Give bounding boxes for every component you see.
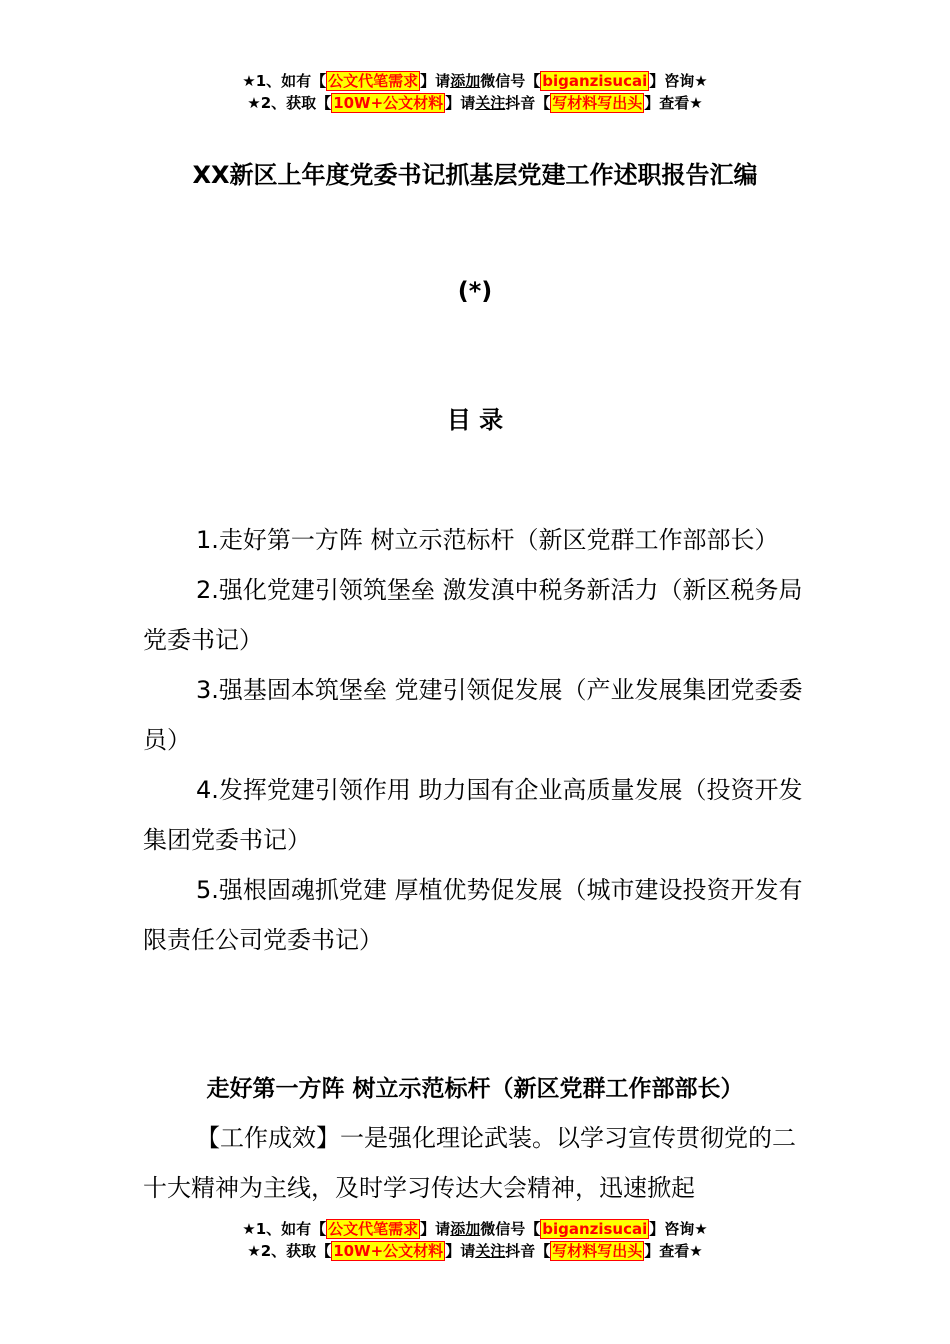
- promo-highlight: 公文代笔需求: [328, 72, 419, 90]
- promo-text: 】请: [445, 94, 476, 112]
- promo-line-1: [0, 1218, 950, 1240]
- toc-item-2: 2.强化党建引领筑堡垒 激发滇中税务新活力（新区税务局党委书记）: [143, 576, 803, 654]
- promo-highlight: 写材料写出头: [552, 1242, 643, 1260]
- toc-item-1: 1.走好第一方阵 树立示范标杆（新区党群工作部部长）: [196, 526, 779, 554]
- promo-text: 微信号【: [480, 72, 541, 90]
- promo-text: ★1、如有【: [242, 72, 327, 90]
- promo-header: [0, 70, 950, 114]
- promo-line-2: [0, 1240, 950, 1262]
- toc-item-3: 3.强基固本筑堡垒 党建引领促发展（产业发展集团党委委员）: [143, 676, 803, 754]
- promo-line-2: [0, 92, 950, 114]
- promo-text: ★2、获取【: [247, 1242, 332, 1260]
- promo-footer: [0, 1218, 950, 1262]
- section-paragraph: 【工作成效】一是强化理论武装。以学习宣传贯彻党的二十大精神为主线，及时学习传达大会精神，迅速掀起: [143, 1124, 796, 1202]
- section-body: [143, 1113, 808, 1213]
- promo-text: 】咨询★: [649, 72, 708, 90]
- document-title: XX新区上年度党委书记抓基层党建工作述职报告汇编: [192, 161, 758, 189]
- promo-line-1: [0, 70, 950, 92]
- promo-highlight: 10W+公文材料: [333, 1242, 444, 1260]
- document-subtitle: (*): [457, 277, 493, 305]
- promo-underlined: 添加: [450, 1220, 481, 1238]
- promo-underlined: 关注: [475, 1242, 506, 1260]
- promo-underlined: 关注: [475, 94, 506, 112]
- promo-text: 】请: [420, 72, 451, 90]
- table-of-contents: [143, 515, 808, 965]
- promo-text: 】查看★: [644, 1242, 703, 1260]
- promo-text: 】请: [445, 1242, 476, 1260]
- promo-text: ★2、获取【: [247, 94, 332, 112]
- promo-text: 抖音【: [505, 1242, 551, 1260]
- toc-item-4: 4.发挥党建引领作用 助力国有企业高质量发展（投资开发集团党委书记）: [143, 776, 803, 854]
- promo-highlight: 写材料写出头: [552, 94, 643, 112]
- toc-item-5: 5.强根固魂抓党建 厚植优势促发展（城市建设投资开发有限责任公司党委书记）: [143, 876, 803, 954]
- promo-text: 】请: [420, 1220, 451, 1238]
- promo-text: 】咨询★: [649, 1220, 708, 1238]
- promo-underlined: 添加: [450, 72, 481, 90]
- promo-text: 】查看★: [644, 94, 703, 112]
- promo-text: ★1、如有【: [242, 1220, 327, 1238]
- promo-highlight: 公文代笔需求: [328, 1220, 419, 1238]
- promo-highlight: biganzisucai: [542, 72, 648, 90]
- promo-highlight: biganzisucai: [542, 1220, 648, 1238]
- toc-heading: 目 录: [446, 406, 504, 434]
- promo-highlight: 10W+公文材料: [333, 94, 444, 112]
- promo-text: 抖音【: [505, 94, 551, 112]
- section-heading: 走好第一方阵 树立示范标杆（新区党群工作部部长）: [206, 1076, 744, 1102]
- promo-text: 微信号【: [480, 1220, 541, 1238]
